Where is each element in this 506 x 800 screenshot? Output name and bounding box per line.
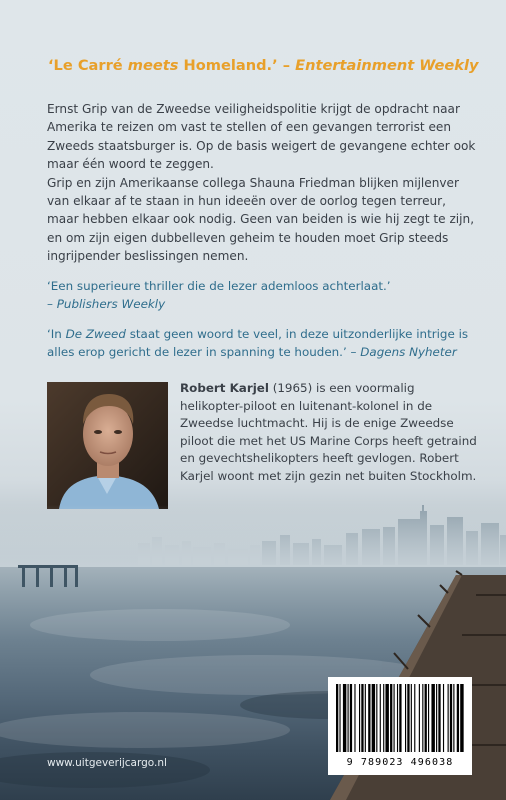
synopsis-paragraph-2: Grip en zijn Amerikaanse collega Shauna Friedman blijken mijlenver van elkaar af te staan in hun ideeën over de oorlog tegen terreur, maar hebben elkaar ook nodig. Geen van beiden is wie hij zegt te zijn, en om zijn eigen dubbelleven geheim te houden moet Grip steeds ingrijpender beslissingen nemen. <box>47 175 475 264</box>
review1-dash: – <box>47 297 57 312</box>
review2-attribution <box>347 345 457 359</box>
top-quote-meets: meets <box>127 57 179 74</box>
review2-source: Dagens Nyheter <box>360 345 457 360</box>
review2-pre: ‘In <box>47 327 66 341</box>
barcode-number: 9 789023 496038 <box>346 757 454 768</box>
barcode-bars <box>336 684 464 754</box>
review2-title: De Zweed <box>65 327 126 341</box>
synopsis-paragraph-1: Ernst Grip van de Zweedse veiligheidspolitie krijgt de opdracht naar Amerika te reizen om vast te stellen of een gevangen terrorist een Zweeds staatsburger is. Op de basis weigert de gevangene echter ook maar één woord te zeggen. <box>47 102 476 172</box>
review2-text: staat geen woord te veel, in deze uitzonderlijke intrige is alles erop gericht de lezer in spanning te houden.’ <box>47 327 469 360</box>
review2-dash: – <box>346 345 361 360</box>
author-name: Robert Karjel <box>180 381 269 395</box>
author-photo <box>47 382 168 509</box>
top-quote <box>48 57 479 74</box>
author-bio <box>180 380 480 486</box>
author-portrait-graphic <box>47 382 168 509</box>
synopsis <box>47 100 477 266</box>
author-bio-text: (1965) is een voormalig helikopter-piloot en luitenant-kolonel in de Zweedse luchtmacht. Hij is de enige Zweedse piloot die met het US Marine Corps heeft getraind en gevechtshelikopters heeft gevlogen. Robert Karjel woont met zijn gezin net buiten Stockholm. <box>180 381 477 483</box>
publisher-website: www.uitgeverijcargo.nl <box>47 757 167 769</box>
top-quote-source: Entertainment Weekly <box>295 57 479 74</box>
top-quote-part1: ‘Le Carré <box>48 57 128 74</box>
barcode <box>328 677 472 775</box>
review1-quote: ‘Een superieure thriller die de lezer ademloos achterlaat.’ <box>47 279 391 293</box>
review-publishers-weekly <box>47 277 477 314</box>
review1-source: Publishers Weekly <box>56 297 166 312</box>
review-dagens-nyheter <box>47 325 477 362</box>
top-quote-part3: Homeland.’ – <box>178 57 296 74</box>
